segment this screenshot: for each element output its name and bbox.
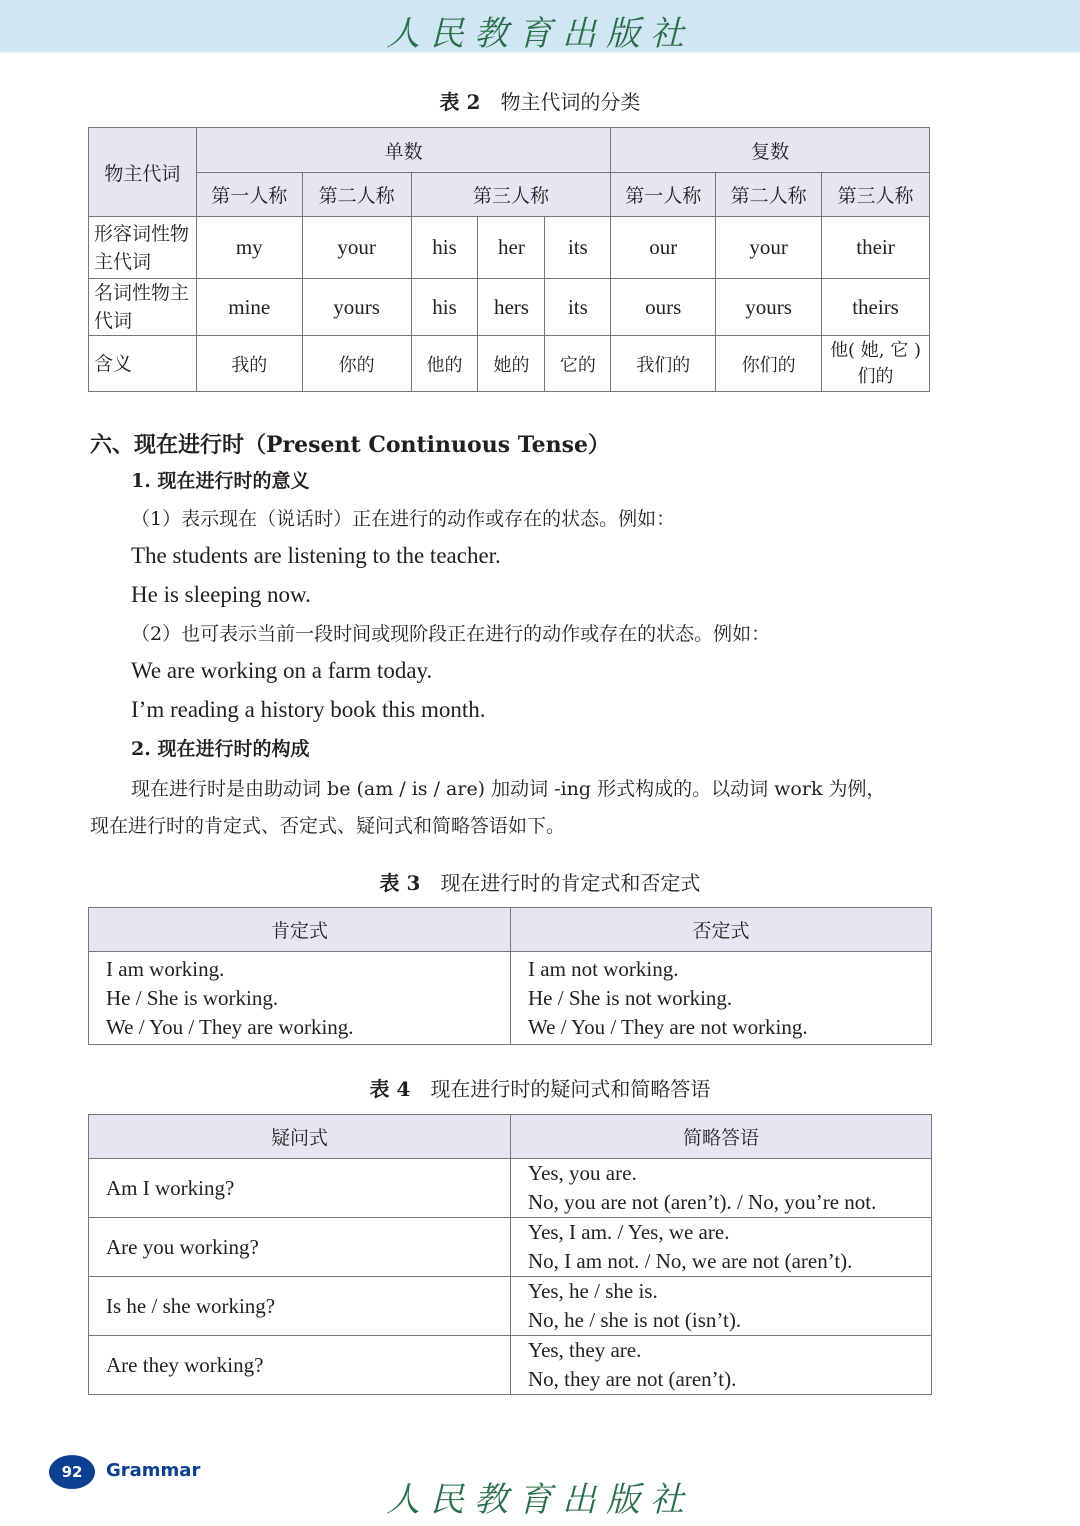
table3-caption bbox=[0, 867, 1080, 896]
affirmative-cell bbox=[89, 952, 511, 1045]
table-row bbox=[89, 1336, 932, 1395]
corner-header: 物主代词 bbox=[89, 128, 197, 217]
cell: 它的 bbox=[545, 336, 611, 392]
section-title: 六、现在进行时（Present Continuous Tense） bbox=[90, 432, 610, 458]
cell: 你的 bbox=[302, 336, 411, 392]
caption-text: 物主代词的分类 bbox=[500, 90, 641, 114]
line: Yes, you are. bbox=[528, 1161, 637, 1185]
row-label: 名词性物主代词 bbox=[89, 279, 197, 336]
paragraph: 现在进行时的肯定式、否定式、疑问式和简略答语如下。 bbox=[90, 815, 566, 837]
paragraph: 现在进行时是由助动词 be (am / is / are) 加动词 -ing 形式构成的。以动词 work 为例， bbox=[131, 778, 886, 800]
answer-cell bbox=[511, 1336, 932, 1395]
line: No, they are not (aren’t). bbox=[528, 1367, 737, 1391]
cell: 我们的 bbox=[611, 336, 716, 392]
line: Yes, he / she is. bbox=[528, 1279, 658, 1303]
cell: your bbox=[716, 217, 822, 279]
table4-caption bbox=[0, 1073, 1080, 1102]
line: No, you are not (aren’t). / No, you’re not. bbox=[528, 1190, 877, 1214]
person-header: 第二人称 bbox=[716, 173, 822, 217]
subheading: 1. 现在进行时的意义 bbox=[131, 470, 310, 492]
question-cell: Are you working? bbox=[89, 1218, 511, 1277]
publisher-logo: 人民教育出版社 bbox=[386, 14, 694, 54]
header-question: 疑问式 bbox=[89, 1115, 511, 1159]
line: He / She is working. bbox=[106, 985, 279, 1010]
affirmative-negative-table bbox=[88, 907, 932, 1045]
table-row bbox=[89, 279, 930, 336]
table-row bbox=[89, 1277, 932, 1336]
cell: 我的 bbox=[196, 336, 302, 392]
table2-caption bbox=[0, 86, 1080, 115]
person-header: 第三人称 bbox=[822, 173, 930, 217]
answer-cell bbox=[511, 1277, 932, 1336]
cell: ours bbox=[611, 279, 716, 336]
person-header: 第一人称 bbox=[196, 173, 302, 217]
cell: our bbox=[611, 217, 716, 279]
page-number-badge: 92 bbox=[49, 1455, 95, 1489]
cell: your bbox=[302, 217, 411, 279]
header-answer: 简略答语 bbox=[511, 1115, 932, 1159]
person-header: 第二人称 bbox=[302, 173, 411, 217]
cell: 他的 bbox=[411, 336, 478, 392]
table-row bbox=[89, 336, 930, 392]
caption-num: 表 3 bbox=[379, 871, 421, 895]
header-negative: 否定式 bbox=[511, 908, 932, 952]
cell: her bbox=[478, 217, 545, 279]
paragraph: （1）表示现在（说话时）正在进行的动作或存在的状态。例如： bbox=[131, 508, 676, 530]
line: He / She is not working. bbox=[528, 985, 733, 1010]
cell: its bbox=[545, 217, 611, 279]
answer-cell bbox=[511, 1159, 932, 1218]
cell: theirs bbox=[822, 279, 930, 336]
line: I am working. bbox=[106, 956, 225, 981]
caption-num: 表 4 bbox=[369, 1077, 411, 1101]
cell: hers bbox=[478, 279, 545, 336]
person-header: 第一人称 bbox=[611, 173, 716, 217]
caption-text: 现在进行时的疑问式和简略答语 bbox=[430, 1077, 711, 1101]
question-cell: Am I working? bbox=[89, 1159, 511, 1218]
table-row bbox=[89, 217, 930, 279]
example: I’m reading a history book this month. bbox=[131, 697, 486, 722]
row-label: 含义 bbox=[89, 336, 197, 392]
cell: yours bbox=[302, 279, 411, 336]
question-cell: Are they working? bbox=[89, 1336, 511, 1395]
section-label: Grammar bbox=[106, 1460, 201, 1481]
line: No, he / she is not (isn’t). bbox=[528, 1308, 742, 1332]
cell: its bbox=[545, 279, 611, 336]
line: Yes, I am. / Yes, we are. bbox=[528, 1220, 730, 1244]
row-label: 形容词性物主代词 bbox=[89, 217, 197, 279]
line: I am not working. bbox=[528, 956, 679, 981]
paragraph: （2）也可表示当前一段时间或现阶段正在进行的动作或存在的状态。例如： bbox=[131, 623, 771, 645]
singular-header: 单数 bbox=[196, 128, 611, 173]
question-cell: Is he / she working? bbox=[89, 1277, 511, 1336]
header-affirmative: 肯定式 bbox=[89, 908, 511, 952]
line: No, I am not. / No, we are not (aren’t). bbox=[528, 1249, 853, 1273]
cell: 你们的 bbox=[716, 336, 822, 392]
example: He is sleeping now. bbox=[131, 582, 311, 607]
example: We are working on a farm today. bbox=[131, 658, 433, 683]
possessive-pronoun-table bbox=[88, 127, 930, 392]
cell: his bbox=[411, 279, 478, 336]
negative-cell bbox=[511, 952, 932, 1045]
subheading: 2. 现在进行时的构成 bbox=[131, 738, 310, 760]
person-header: 第三人称 bbox=[411, 173, 611, 217]
question-answer-table bbox=[88, 1114, 932, 1395]
cell: 他( 她, 它 ) 们的 bbox=[822, 336, 930, 392]
cell: mine bbox=[196, 279, 302, 336]
caption-num: 表 2 bbox=[439, 90, 481, 114]
cell: 她的 bbox=[478, 336, 545, 392]
line: Yes, they are. bbox=[528, 1338, 642, 1362]
cell: my bbox=[196, 217, 302, 279]
example: The students are listening to the teacher. bbox=[131, 543, 501, 568]
cell: yours bbox=[716, 279, 822, 336]
plural-header: 复数 bbox=[611, 128, 930, 173]
cell: his bbox=[411, 217, 478, 279]
header-bar bbox=[0, 0, 1080, 53]
line: We / You / They are working. bbox=[106, 1014, 354, 1039]
publisher-logo-footer: 人民教育出版社 bbox=[386, 1480, 694, 1520]
table-row bbox=[89, 1218, 932, 1277]
caption-text: 现在进行时的肯定式和否定式 bbox=[440, 871, 701, 895]
table-row bbox=[89, 1159, 932, 1218]
line: We / You / They are not working. bbox=[528, 1014, 808, 1039]
cell: their bbox=[822, 217, 930, 279]
answer-cell bbox=[511, 1218, 932, 1277]
